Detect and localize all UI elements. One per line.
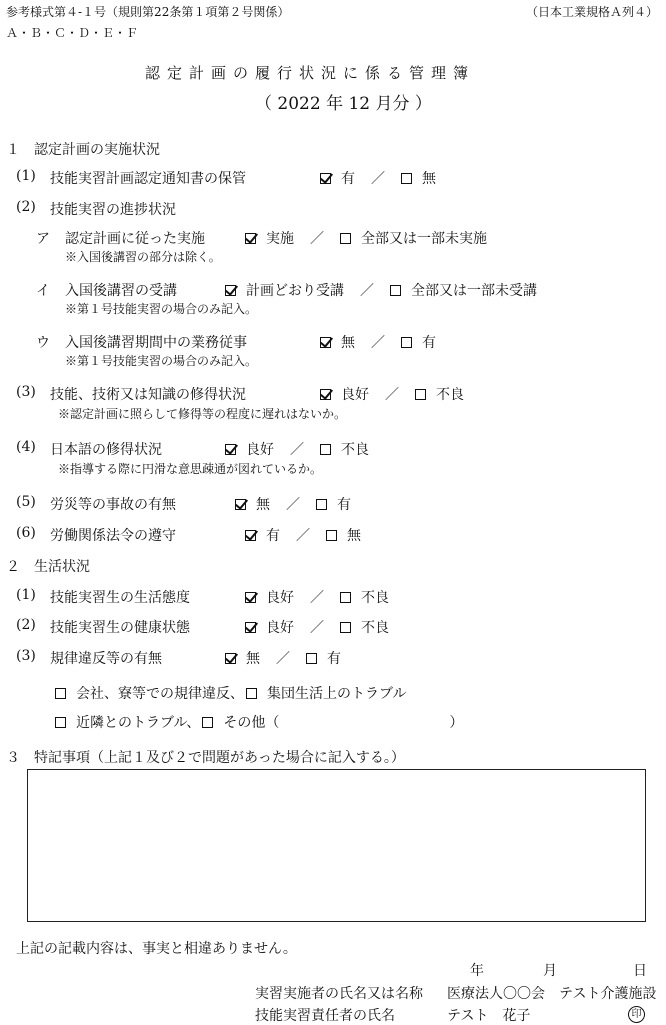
checkbox-icon[interactable] <box>401 337 412 348</box>
checkbox-icon[interactable] <box>340 622 351 633</box>
s2-item2-options: 良好 ／ 不良 <box>245 617 389 637</box>
s1-item6-options: 有 ／ 無 <box>245 525 361 545</box>
special-notes-box[interactable] <box>27 769 646 922</box>
form-reference: 参考様式第４-１号（規則第22条第１項第２号関係） <box>6 5 290 19</box>
s2-item1-label: 技能実習生の生活態度 <box>50 590 190 606</box>
checked-checkbox-icon[interactable] <box>235 499 246 510</box>
checked-checkbox-icon[interactable] <box>320 389 331 400</box>
s1-item5-options: 無 ／ 有 <box>235 494 351 514</box>
checkbox-icon[interactable] <box>340 233 351 244</box>
s2-item2-label: 技能実習生の健康状態 <box>50 620 190 636</box>
s1-item4-options: 良好 ／ 不良 <box>225 439 369 459</box>
s1-item1-options: 有 ／ 無 <box>320 168 436 188</box>
checkbox-icon[interactable] <box>326 530 337 541</box>
s2-item3-num: (3) <box>16 648 36 664</box>
checkbox-icon[interactable] <box>246 688 257 699</box>
checkbox-icon[interactable] <box>55 688 66 699</box>
s1-item2-u-letter: ウ <box>36 335 50 351</box>
s1-item3-label: 技能、技術又は知識の修得状況 <box>50 387 246 403</box>
report-period: （ 2022 年 12 月分 ） <box>255 94 432 114</box>
s1-item2-a-label: 認定計画に従った実施 <box>65 231 205 247</box>
s1-item2-num: (2) <box>16 199 36 215</box>
section3-heading: ３ 特記事項（上記１及び２で問題があった場合に記入する。） <box>6 750 405 766</box>
checkbox-icon[interactable] <box>390 285 401 296</box>
s2-item3-sub-row2: 近隣とのトラブル、 その他（ ） <box>55 712 463 732</box>
class-codes: Ａ・Ｂ・Ｃ・Ｄ・Ｅ・Ｆ <box>6 26 139 40</box>
s1-item2-a-note: ※入国後講習の部分は除く。 <box>65 250 221 264</box>
s2-item3-label: 規律違反等の有無 <box>50 651 162 667</box>
declaration: 上記の記載内容は、事実と相違ありません。 <box>16 941 297 957</box>
s1-item2-u-label: 入国後講習期間中の業務従事 <box>65 335 247 351</box>
s1-item2-i-options: 計画どおり受講 ／ 全部又は一部未受講 <box>225 280 537 300</box>
checked-checkbox-icon[interactable] <box>245 233 256 244</box>
s1-item2-a-letter: ア <box>36 231 50 247</box>
seal-icon: 印 <box>628 1005 645 1023</box>
section1-heading: １ 認定計画の実施状況 <box>6 142 160 158</box>
checkbox-icon[interactable] <box>202 717 213 728</box>
checkbox-icon[interactable] <box>316 499 327 510</box>
section2-heading: ２ 生活状況 <box>6 559 90 575</box>
checked-checkbox-icon[interactable] <box>320 337 331 348</box>
date-year: 年 <box>470 963 484 979</box>
checkbox-icon[interactable] <box>415 389 426 400</box>
s1-item4-num: (4) <box>16 439 36 455</box>
s2-item3-options: 無 ／ 有 <box>225 648 341 668</box>
s2-item3-sub-row1: 会社、寮等での規律違反、 集団生活上のトラブル <box>55 683 406 703</box>
paper-standard: （日本工業規格Ａ列４） <box>525 5 658 19</box>
person-label: 技能実習責任者の氏名 <box>255 1008 395 1024</box>
checkbox-icon[interactable] <box>401 173 412 184</box>
s2-item1-num: (1) <box>16 587 36 603</box>
checked-checkbox-icon[interactable] <box>245 530 256 541</box>
checked-checkbox-icon[interactable] <box>245 592 256 603</box>
date-month: 月 <box>543 963 557 979</box>
org-value: 医療法人〇〇会 テスト介護施設 <box>447 986 657 1002</box>
checked-checkbox-icon[interactable] <box>225 285 236 296</box>
s1-item1-label: 技能実習計画認定通知書の保管 <box>50 171 246 187</box>
s1-item2-label: 技能実習の進捗状況 <box>50 202 176 218</box>
s1-item3-options: 良好 ／ 不良 <box>320 384 464 404</box>
s2-item1-options: 良好 ／ 不良 <box>245 587 389 607</box>
s1-item1-num: (1) <box>16 168 36 184</box>
checked-checkbox-icon[interactable] <box>245 622 256 633</box>
s1-item3-num: (3) <box>16 384 36 400</box>
date-day: 日 <box>633 963 647 979</box>
person-value: テスト 花子 <box>447 1008 531 1024</box>
checkbox-icon[interactable] <box>55 717 66 728</box>
s1-item4-note: ※指導する際に円滑な意思疎通が図れているか。 <box>58 462 323 476</box>
s1-item6-label: 労働関係法令の遵守 <box>50 528 176 544</box>
org-label: 実習実施者の氏名又は名称 <box>255 986 423 1002</box>
s1-item2-i-note: ※第１号技能実習の場合のみ記入。 <box>65 302 258 316</box>
s1-item5-num: (5) <box>16 494 36 510</box>
s1-item2-i-letter: イ <box>36 283 50 299</box>
s1-item2-u-options: 無 ／ 有 <box>320 332 436 352</box>
checkbox-icon[interactable] <box>306 653 317 664</box>
checkbox-icon[interactable] <box>320 444 331 455</box>
checked-checkbox-icon[interactable] <box>320 173 331 184</box>
checked-checkbox-icon[interactable] <box>225 653 236 664</box>
page-title: 認定計画の履行状況に係る管理簿 <box>145 64 476 82</box>
s1-item4-label: 日本語の修得状況 <box>50 442 162 458</box>
s2-item2-num: (2) <box>16 617 36 633</box>
s1-item2-u-note: ※第１号技能実習の場合のみ記入。 <box>65 354 258 368</box>
s1-item2-a-options: 実施 ／ 全部又は一部未実施 <box>245 228 487 248</box>
checkbox-icon[interactable] <box>340 592 351 603</box>
s1-item2-i-label: 入国後講習の受講 <box>65 283 177 299</box>
s1-item5-label: 労災等の事故の有無 <box>50 497 176 513</box>
checked-checkbox-icon[interactable] <box>225 444 236 455</box>
s1-item6-num: (6) <box>16 525 36 541</box>
s1-item3-note: ※認定計画に照らして修得等の程度に遅れはないか。 <box>58 407 347 421</box>
